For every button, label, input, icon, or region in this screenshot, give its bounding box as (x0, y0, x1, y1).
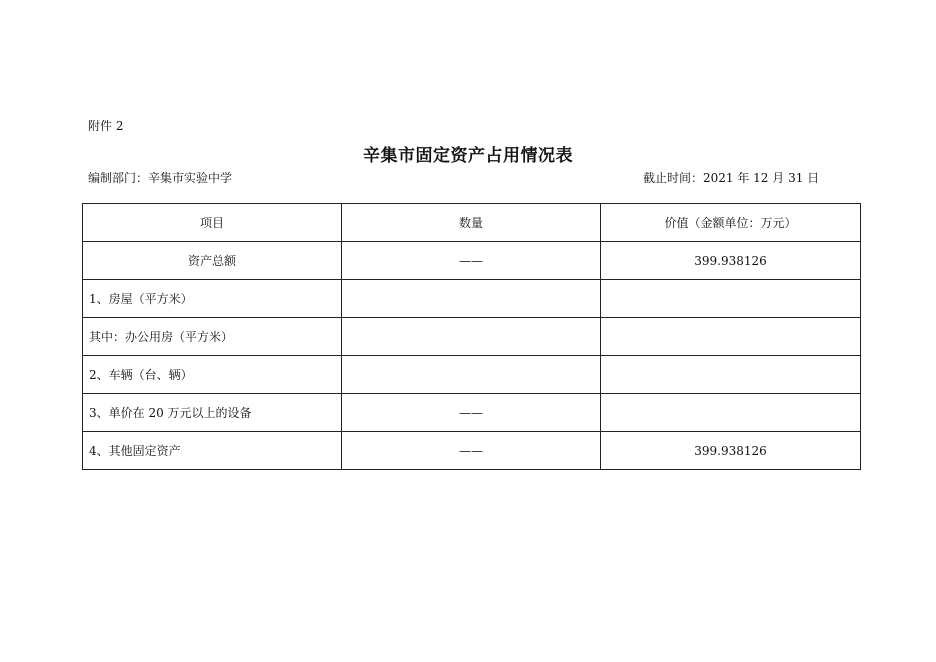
row-value (601, 394, 861, 432)
row-item: 资产总额 (83, 242, 342, 280)
row-item: 3、单价在 20 万元以上的设备 (83, 394, 342, 432)
row-quantity (342, 318, 601, 356)
department-label: 编制部门：辛集市实验中学 (88, 171, 233, 185)
fixed-assets-table (82, 203, 861, 470)
row-value: 399.938126 (601, 432, 861, 470)
row-item: 1、房屋（平方米） (83, 280, 342, 318)
row-item: 其中：办公用房（平方米） (83, 318, 342, 356)
deadline-label: 截止时间：2021 年 12 月 31 日 (643, 171, 820, 185)
table-row (83, 432, 861, 470)
table-row (83, 242, 861, 280)
row-quantity: —— (342, 394, 601, 432)
row-quantity: —— (342, 432, 601, 470)
table-header-row (83, 204, 861, 242)
row-quantity (342, 356, 601, 394)
row-value (601, 356, 861, 394)
table-row (83, 356, 861, 394)
column-header-item: 项目 (83, 204, 342, 242)
row-quantity: —— (342, 242, 601, 280)
column-header-value: 价值（金额单位：万元） (601, 204, 861, 242)
page-title: 辛集市固定资产占用情况表 (363, 146, 573, 166)
row-item: 2、车辆（台、辆） (83, 356, 342, 394)
attachment-label: 附件 2 (88, 119, 124, 133)
row-quantity (342, 280, 601, 318)
row-item: 4、其他固定资产 (83, 432, 342, 470)
table-row (83, 280, 861, 318)
table-row (83, 394, 861, 432)
row-value: 399.938126 (601, 242, 861, 280)
row-value (601, 318, 861, 356)
column-header-quantity: 数量 (342, 204, 601, 242)
table-row (83, 318, 861, 356)
row-value (601, 280, 861, 318)
